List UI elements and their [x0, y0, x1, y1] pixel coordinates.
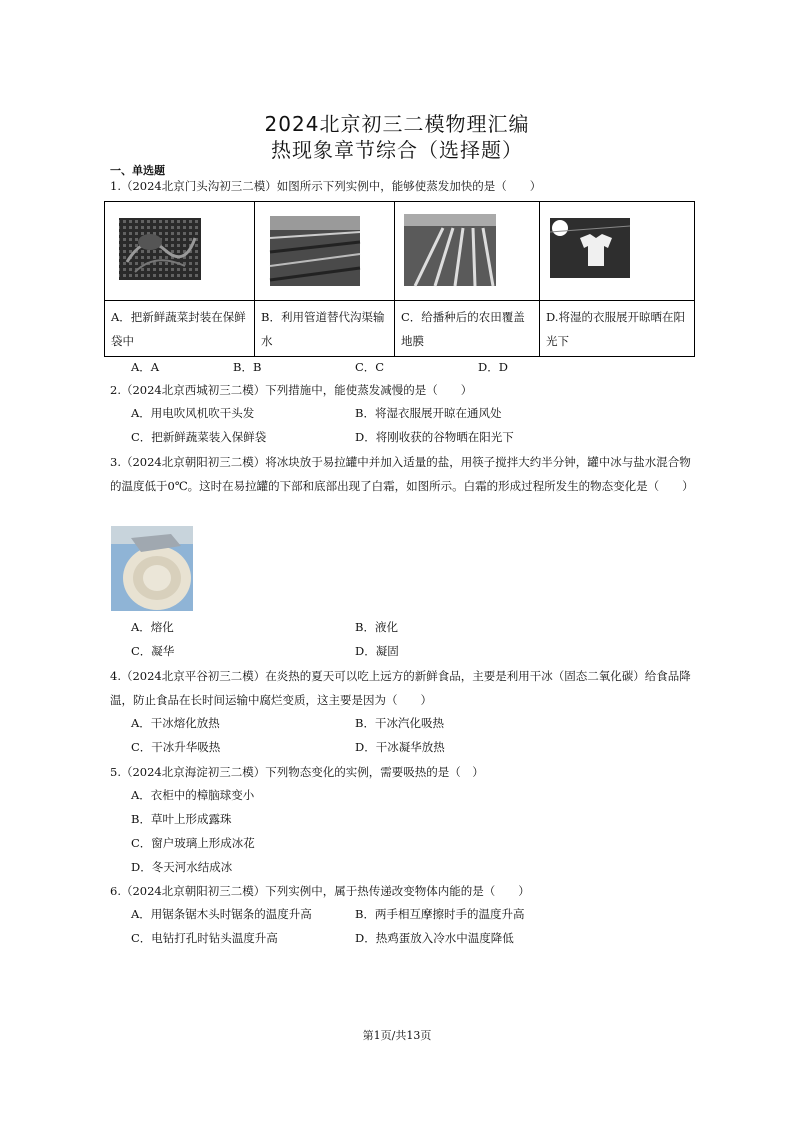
- q4-choice-b: B．干冰汽化吸热: [355, 716, 444, 730]
- page-footer: 第1页/共13页: [362, 1029, 432, 1042]
- irrigation-field-photo: [255, 202, 394, 300]
- q5-choice-d: D．冬天河水结成冰: [131, 860, 233, 874]
- question-2-stem: 2.（2024北京西城初三二模）下列措施中，能使蒸发减慢的是（ ）: [110, 383, 473, 397]
- option-cell-c: C．给播种后的农田覆盖地膜: [395, 301, 540, 357]
- document-title: 2024北京初三二模物理汇编: [264, 112, 530, 136]
- q1-choice-b: B．B: [233, 360, 262, 374]
- image-cell-c: [395, 202, 540, 301]
- q6-choice-d: D．热鸡蛋放入冷水中温度降低: [355, 931, 514, 945]
- q3-choice-d: D．凝固: [355, 644, 399, 658]
- q3-choice-c: C．凝华: [131, 644, 175, 658]
- image-cell-d: [540, 202, 695, 301]
- q6-choice-c: C．电钻打孔时钻头温度升高: [131, 931, 278, 945]
- q5-choice-c: C．窗户玻璃上形成冰花: [131, 836, 255, 850]
- q1-choice-c: C．C: [355, 360, 385, 374]
- frost-can-photo: [111, 526, 193, 611]
- q5-choice-a: A．衣柜中的樟脑球变小: [131, 788, 255, 802]
- q1-choice-d: D．D: [478, 360, 508, 374]
- document-subtitle: 热现象章节综合（选择题）: [271, 138, 523, 162]
- q4-choice-a: A．干冰熔化放热: [131, 716, 220, 730]
- image-cell-b: [255, 202, 395, 301]
- section-heading: 一、单选题: [110, 164, 165, 177]
- drying-clothes-photo: [540, 202, 694, 300]
- question-1-table: [104, 201, 695, 357]
- plastic-mulch-field-photo: [395, 202, 539, 300]
- question-4-stem: 4.（2024北京平谷初三二模）在炎热的夏天可以吃上远方的新鲜食品，主要是利用干冰（固态二氧化碳）给食品降温，防止食品在长时间运输中腐烂变质，这主要是因为（ ）: [110, 669, 691, 707]
- q2-choice-b: B．将湿衣服展开晾在通风处: [355, 406, 502, 420]
- q3-choice-a: A．熔化: [131, 620, 174, 634]
- q6-choice-b: B．两手相互摩擦时手的温度升高: [355, 907, 525, 921]
- question-1-stem: 1.（2024北京门头沟初三二模）如图所示下列实例中，能够使蒸发加快的是（ ）: [110, 179, 542, 193]
- question-5-stem: 5.（2024北京海淀初三二模）下列物态变化的实例，需要吸热的是（ ）: [110, 765, 484, 779]
- question-6-stem: 6.（2024北京朝阳初三二模）下列实例中，属于热传递改变物体内能的是（ ）: [110, 884, 530, 898]
- vegetable-bag-photo: [105, 202, 254, 300]
- q3-choice-b: B．液化: [355, 620, 398, 634]
- q2-choice-c: C．把新鲜蔬菜装入保鲜袋: [131, 430, 267, 444]
- option-cell-a: A．把新鲜蔬菜封装在保鲜袋中: [105, 301, 255, 357]
- option-cell-b: B．利用管道替代沟渠输水: [255, 301, 395, 357]
- q5-choice-b: B．草叶上形成露珠: [131, 812, 232, 826]
- q4-choice-c: C．干冰升华吸热: [131, 740, 221, 754]
- q2-choice-d: D．将刚收获的谷物晒在阳光下: [355, 430, 514, 444]
- option-cell-d: D.将湿的衣服展开晾晒在阳光下: [540, 301, 695, 357]
- q6-choice-a: A．用锯条锯木头时锯条的温度升高: [131, 907, 312, 921]
- image-cell-a: [105, 202, 255, 301]
- q4-choice-d: D．干冰凝华放热: [355, 740, 445, 754]
- q1-choice-a: A．A: [131, 360, 160, 374]
- q2-choice-a: A．用电吹风机吹干头发: [131, 406, 255, 420]
- question-3-stem: 3.（2024北京朝阳初三二模）将冰块放于易拉罐中并加入适量的盐，用筷子搅拌大约半分钟，罐中冰与盐水混合物的温度低于0℃。这时在易拉罐的下部和底部出现了白霜，如图所示。白霜的形成过程所发生的物态变化是（ ）: [110, 455, 694, 493]
